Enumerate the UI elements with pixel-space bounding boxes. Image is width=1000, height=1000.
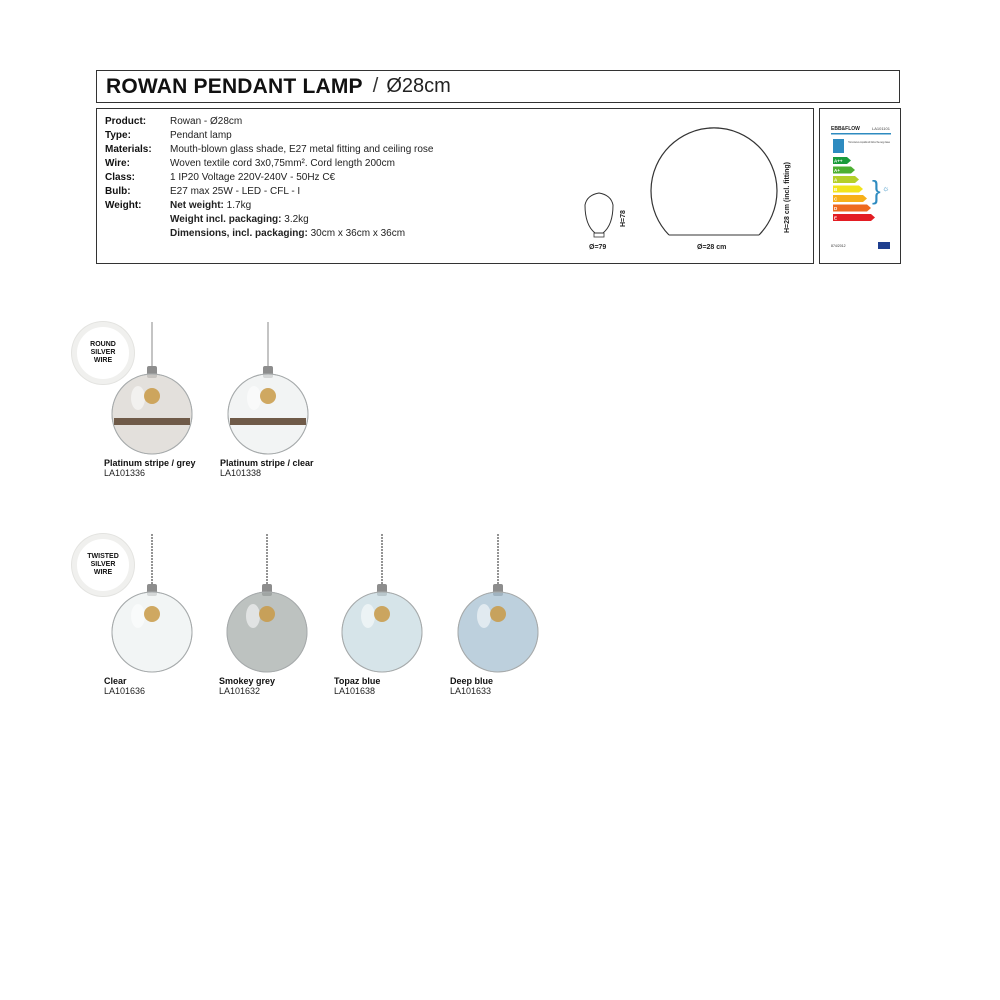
title-bar (96, 70, 900, 103)
energy-label-graphic (820, 109, 900, 263)
weight-pack-label: Weight incl. packaging: (170, 214, 282, 225)
lamp-image (450, 534, 550, 674)
badge-text: TWISTED SILVER WIRE (87, 553, 119, 576)
spec-value: Mouth-blown glass shade, E27 metal fitting and ceiling rose (170, 144, 434, 155)
lamp-image (334, 534, 434, 674)
lamp-highlight (246, 604, 260, 628)
spec-row-dimensions (105, 227, 433, 241)
energy-note: This luminaire is compatible with bulbs of the energy classes (848, 140, 891, 144)
lamp-image (219, 534, 319, 674)
large-diameter-label: Ø=28 cm (697, 244, 727, 251)
spec-row-type (105, 129, 433, 143)
energy-class-bar (833, 214, 875, 221)
lamp-name: Topaz blue (334, 676, 381, 686)
spec-row-product (105, 115, 433, 129)
spec-label: Wire: (105, 158, 130, 169)
lamp-code: LA101336 (104, 468, 146, 478)
energy-class-bars (833, 157, 875, 221)
dimensions-value: 30cm x 36cm x 36cm (310, 228, 406, 239)
lamp-highlight (361, 604, 375, 628)
lamp-name: Clear (104, 676, 127, 686)
lamp-name: Smokey grey (219, 676, 276, 686)
lamp-card[interactable] (104, 534, 214, 696)
spec-list (105, 115, 433, 241)
title-size: Ø28cm (386, 75, 451, 97)
lamp-code: LA101633 (450, 686, 492, 696)
spec-row-weight (105, 199, 433, 213)
lamp-bulb (260, 388, 276, 404)
lamp-icon (833, 139, 844, 153)
lamp-bulb (490, 606, 506, 622)
spec-label: Bulb: (105, 186, 131, 197)
small-height-label: H=78 (620, 210, 627, 227)
bulb-icon: ☼ (882, 184, 890, 193)
dimensions-label: Dimensions, incl. packaging: (170, 228, 308, 239)
spec-panel (96, 108, 814, 264)
energy-class-label: B (834, 187, 838, 192)
energy-class-label: D (834, 206, 838, 211)
lamp-code: LA101638 (334, 686, 376, 696)
energy-class-label: E (834, 215, 838, 221)
lamp-name: Platinum stripe / grey (104, 458, 196, 468)
spec-value (170, 227, 405, 241)
lamp-bulb (144, 388, 160, 404)
spec-row-class (105, 171, 433, 185)
lamp-stripe (230, 418, 306, 425)
lamp-image (220, 322, 320, 456)
lamp-stripe (114, 418, 190, 425)
energy-code: LA101101 (872, 126, 890, 131)
energy-class-label: A (834, 177, 838, 183)
dimension-diagram (557, 137, 807, 257)
spec-value: Pendant lamp (170, 130, 232, 141)
energy-class-bar (833, 186, 863, 193)
lamp-image (104, 322, 204, 456)
lamp-highlight (131, 604, 145, 628)
spec-value: Rowan - Ø28cm (170, 116, 243, 127)
lamp-card[interactable] (450, 534, 560, 696)
eu-flag-icon (878, 242, 890, 249)
spec-label: Materials: (105, 144, 152, 155)
weight-pack-value: 3.2kg (284, 214, 309, 225)
spec-label: Product: (105, 116, 147, 127)
lamp-card[interactable] (334, 534, 444, 696)
lamp-name: Deep blue (450, 676, 494, 686)
page-title: ROWAN PENDANT LAMP (106, 74, 363, 98)
lamp-highlight (477, 604, 491, 628)
energy-class-label: C (834, 196, 838, 202)
spec-row-wire (105, 157, 433, 171)
energy-class-label: A++ (834, 158, 843, 164)
spec-row-bulb (105, 185, 433, 199)
lamp-card[interactable] (220, 322, 330, 478)
bracket-icon: } (872, 175, 881, 205)
spec-label: Type: (105, 130, 131, 141)
energy-divider (831, 133, 891, 135)
spec-row-weight-packaging (105, 213, 433, 227)
spec-value (170, 199, 251, 213)
lamp-code: LA101632 (219, 686, 261, 696)
net-weight-value: 1.7kg (226, 200, 252, 211)
lamp-code: LA101636 (104, 686, 146, 696)
spec-row-materials (105, 143, 433, 157)
lamp-name: Platinum stripe / clear (220, 458, 314, 468)
energy-class-bar (833, 195, 867, 202)
spec-value: 1 IP20 Voltage 220V-240V - 50Hz C€ (170, 172, 336, 183)
net-weight-label: Net weight: (170, 200, 224, 211)
globe-outline (651, 128, 777, 235)
energy-label (819, 108, 901, 264)
lamp-code: LA101338 (220, 468, 262, 478)
lamp-highlight (131, 386, 145, 410)
lamp-bulb (259, 606, 275, 622)
small-diameter-label: Ø=79 (589, 244, 607, 251)
fitting-base (594, 233, 604, 237)
spec-label: Weight: (105, 200, 142, 211)
lamp-highlight (247, 386, 261, 410)
title-separator: / (372, 75, 379, 97)
lamp-card[interactable] (219, 534, 329, 696)
energy-class-label: A+ (834, 168, 840, 173)
fitting-outline (585, 193, 613, 233)
spec-value: Woven textile cord 3x0,75mm². Cord length 200cm (170, 158, 395, 169)
energy-brand: EBB&FLOW (831, 126, 860, 132)
lamp-bulb (374, 606, 390, 622)
lamp-card[interactable] (104, 322, 214, 478)
energy-class-bar (833, 205, 871, 212)
spec-label: Class: (105, 172, 136, 183)
lamp-image (104, 534, 204, 674)
energy-footer: 874/2012 (831, 244, 846, 248)
lamp-bulb (144, 606, 160, 622)
large-height-label: H=28 cm (incl. fitting) (784, 162, 791, 233)
spec-value (170, 213, 309, 227)
spec-value: E27 max 25W - LED - CFL - I (170, 186, 301, 197)
badge-text: ROUND SILVER WIRE (90, 341, 116, 364)
